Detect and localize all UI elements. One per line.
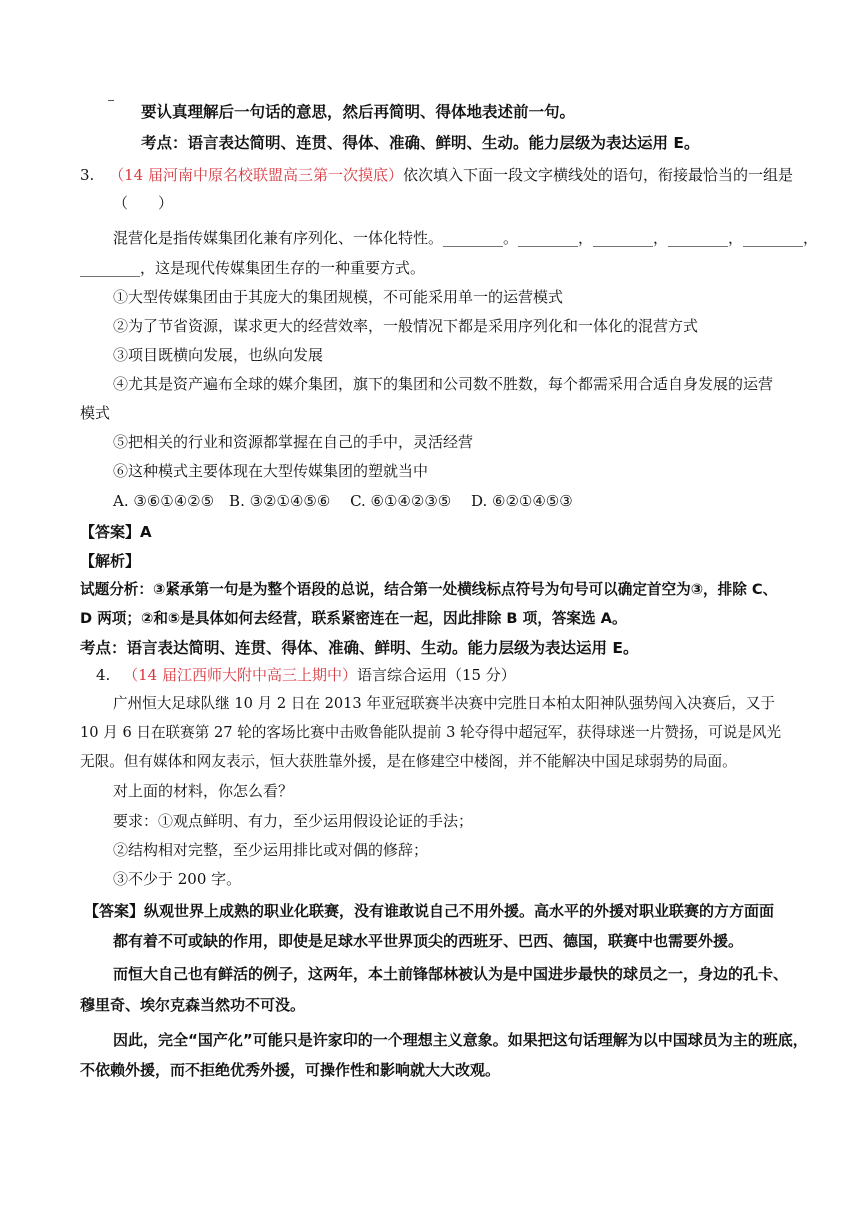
- kaodian-line: 考点：语言表达简明、连贯、得体、准确、鲜明、生动。能力层级为表达运用 E。: [141, 134, 700, 152]
- question-source: （14 届江西师大附中高三上期中）: [123, 666, 357, 684]
- choices-line: A. ③⑥①④②⑤ B. ③②①④⑤⑥ C. ⑥①④②③⑤ D. ⑥②①④⑤③: [113, 492, 573, 510]
- requirement-3: ③不少于 200 字。: [113, 870, 242, 888]
- stray-mark: [108, 100, 114, 101]
- analysis-line-2: D 两项；②和⑤是具体如何去经营，联系紧密连在一起，因此排除 B 项，答案选 A。: [80, 610, 627, 627]
- question-number: 4.: [96, 666, 111, 684]
- question-stem: 语言综合运用（15 分）: [356, 666, 516, 684]
- material-line-2: 10 月 6 日在联赛第 27 轮的客场比赛中击败鲁能队提前 3 轮夺得中超冠军，获得球迷一片赞扬，可说是风光: [80, 724, 782, 741]
- option-1: ①大型传媒集团由于其庞大的集团规模，不可能采用单一的运营模式: [113, 288, 564, 306]
- prompt-question: 对上面的材料，你怎么看？: [113, 782, 294, 800]
- passage-line-1: 混营化是指传媒集团化兼有序列化、一体化特性。________。________，________，________，________，: [113, 229, 819, 247]
- option-6: ⑥这种模式主要体现在大型传媒集团的塑就当中: [113, 462, 429, 480]
- material-line-3: 无限。但有媒体和网友表示，恒大获胜靠外援，是在修建空中楼阁，并不能解决中国足球弱势的局面。: [80, 753, 737, 770]
- analysis-line-1: 试题分析：③紧承第一句是为整个语段的总说，结合第一处横线标点符号为句号可以确定首空为③，排除 C、: [80, 581, 778, 598]
- material-line-1: 广州恒大足球队继 10 月 2 日在 2013 年亚冠联赛半决赛中完胜日本柏太阳神队强势闯入决赛后，又于: [113, 695, 775, 712]
- question-3-header: [80, 165, 793, 185]
- essay-line-4: 穆里奇、埃尔克森当然功不可没。: [80, 996, 306, 1014]
- essay-line-6: 不依赖外援，而不拒绝优秀外援，可操作性和影响就大大改观。: [80, 1061, 501, 1079]
- essay-line-1: [84, 901, 774, 921]
- answer-label: 【答案】: [80, 523, 141, 541]
- answer-line: [80, 522, 152, 542]
- question-number: 3.: [80, 166, 95, 184]
- answer-paren: （ ）: [113, 194, 174, 212]
- option-4: ④尤其是资产遍布全球的媒介集团，旗下的集团和公司数不胜数，每个都需采用合适自身发展的运营: [113, 375, 774, 393]
- question-4-header: [96, 665, 516, 685]
- option-5: ⑤把相关的行业和资源都掌握在自己的手中，灵活经营: [113, 433, 474, 451]
- answer-label: 【答案】: [84, 902, 145, 920]
- analysis-label: 【解析】: [80, 552, 141, 570]
- essay-text: 纵观世界上成熟的职业化联赛，没有谁敢说自己不用外援。高水平的外援对职业联赛的方方面面: [144, 902, 775, 920]
- hint-line: 要认真理解后一句话的意思，然后再简明、得体地表述前一句。: [141, 103, 576, 121]
- option-3: ③项目既横向发展，也纵向发展: [113, 346, 324, 364]
- question-stem: 依次填入下面一段文字横线处的语句，衔接最恰当的一组是: [402, 166, 793, 184]
- option-2: ②为了节省资源，谋求更大的经营效率，一般情况下都是采用序列化和一体化的混营方式: [113, 317, 699, 335]
- passage-line-2: ________，这是现代传媒集团生存的一种重要方式。: [80, 259, 426, 277]
- requirement-1: 要求：①观点鲜明、有力，至少运用假设论证的手法；: [113, 812, 474, 830]
- requirement-2: ②结构相对完整，至少运用排比或对偶的修辞；: [113, 841, 429, 859]
- essay-line-2: 都有着不可或缺的作用，即使是足球水平世界顶尖的西班牙、巴西、德国，联赛中也需要外援。: [113, 932, 744, 950]
- option-4-cont: 模式: [80, 404, 111, 422]
- essay-line-3: 而恒大自己也有鲜活的例子，这两年，本土前锋郜林被认为是中国进步最快的球员之一，身边的孔卡、: [113, 965, 789, 983]
- answer-value: A: [140, 523, 152, 541]
- kaodian-line-2: 考点：语言表达简明、连贯、得体、准确、鲜明、生动。能力层级为表达运用 E。: [80, 639, 639, 657]
- question-source: （14 届河南中原名校联盟高三第一次摸底）: [109, 166, 403, 184]
- essay-line-5: 因此，完全“国产化”可能只是许家印的一个理想主义意象。如果把这句话理解为以中国球员为主的班底，: [113, 1031, 808, 1049]
